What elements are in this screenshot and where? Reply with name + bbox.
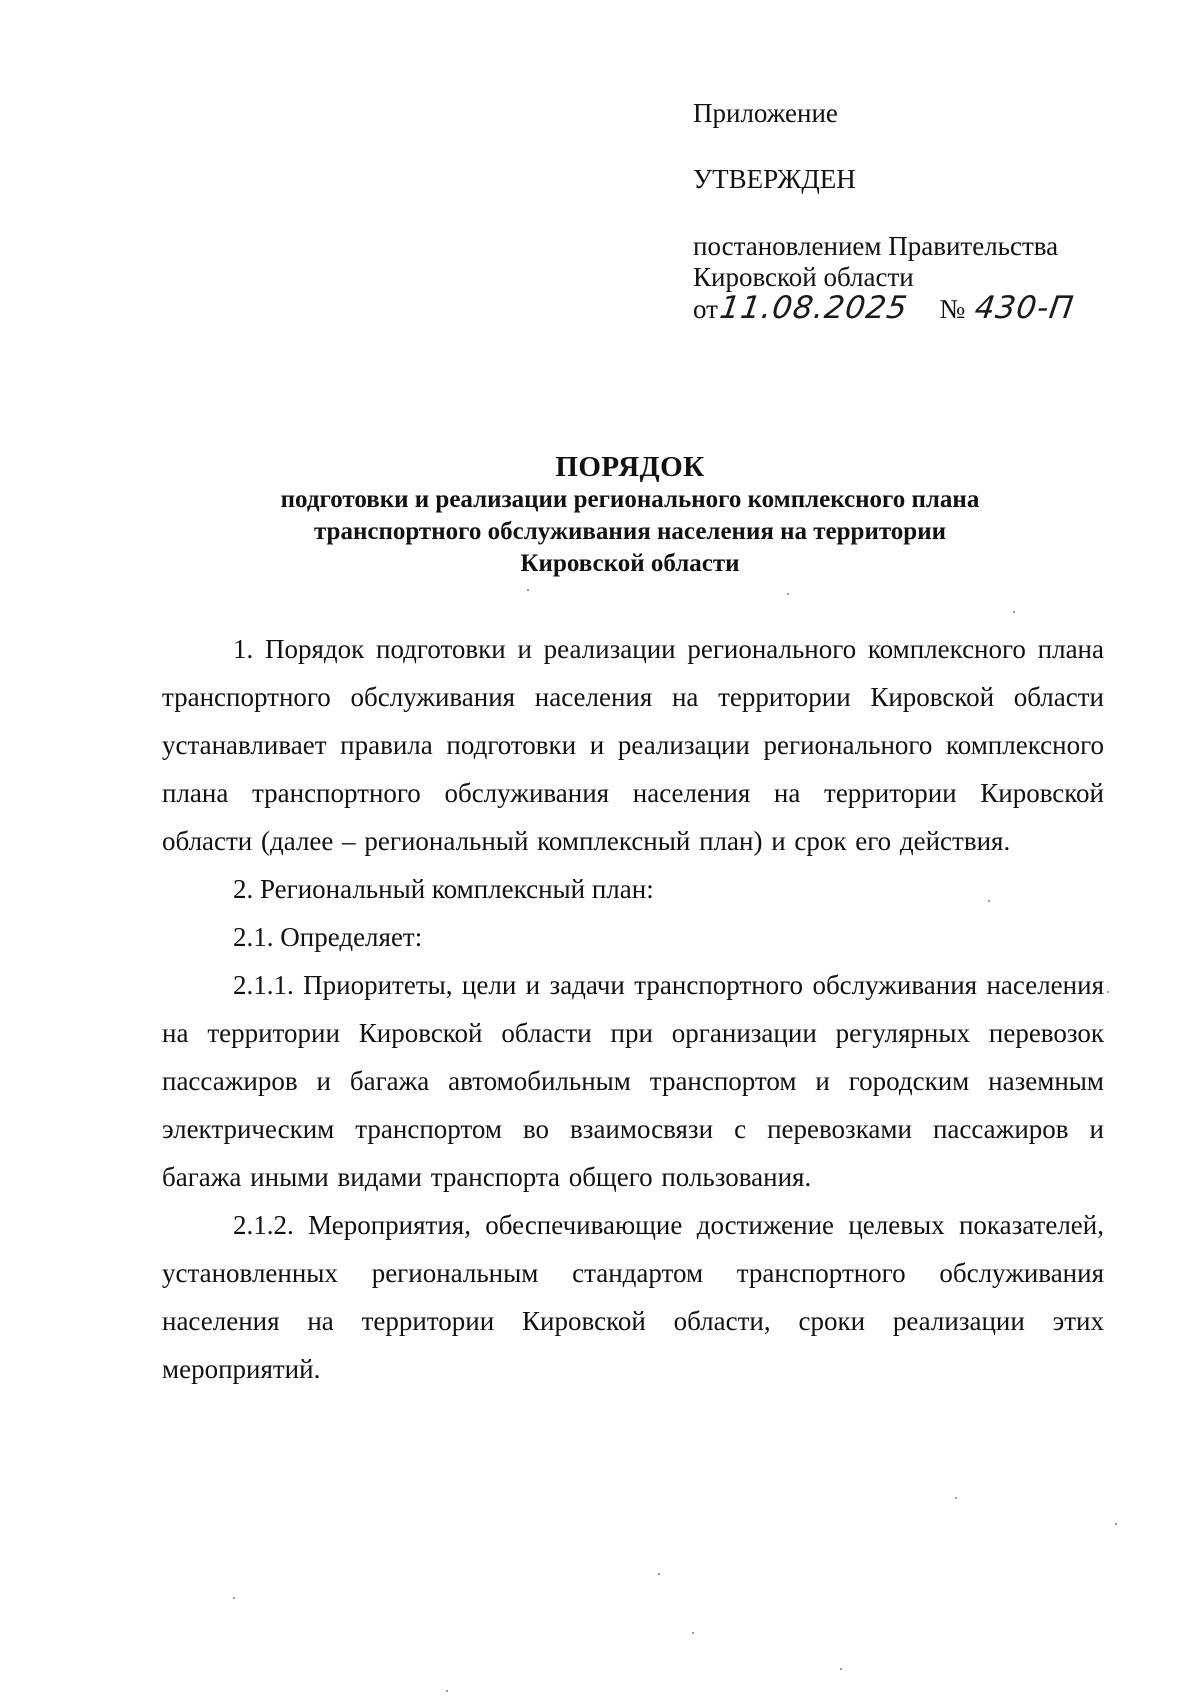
title-line-1: подготовки и реализации регионального комплексного плана [280,486,980,513]
region-line: Кировской области [693,262,914,292]
decree-line: постановлением Правительства [693,231,1059,261]
scan-speck [988,900,990,902]
paragraph-2-1-2: 2.1.2. Мероприятия, обеспечивающие достижение целевых показателей, установленных региональным стандартом транспортного обслуживания населения на территории Кировской области, сроки реализации этих мероприятий. [162,1210,1104,1384]
date-number-line [693,290,1077,326]
scan-speck [233,1597,235,1599]
scan-speck [692,1632,694,1634]
scan-speck [1107,991,1109,993]
document-body [162,625,1104,1393]
handwritten-date: 11.08.2025 [717,290,911,326]
number-sign: № [939,294,966,324]
title-line-3: Кировской области [520,550,740,577]
paragraph-2: 2. Региональный комплексный план: [233,874,654,904]
scan-speck [658,1573,660,1575]
scan-speck [787,593,789,595]
paragraph-2-1: 2.1. Определяет: [233,922,423,952]
title-line-2: транспортного обслуживания населения на территории [313,518,947,545]
scan-speck [840,1668,842,1670]
approved-label: УТВЕРЖДЕН [693,164,856,194]
title-main: ПОРЯДОК [555,451,705,483]
paragraph-1: 1. Порядок подготовки и реализации регионального комплексного плана транспортного обслуживания населения на территории Кировской области устанавливает правила подготовки и реализации регионального комплексного плана транспортного обслуживания населения на территории Кировской области (далее – региональный комплексный план) и срок его действия. [162,634,1104,856]
appendix-label: Приложение [693,98,838,128]
scan-speck [955,1497,957,1499]
scan-speck [446,1690,448,1692]
scan-speck [1013,611,1015,613]
scan-speck [1115,1523,1117,1525]
document-title [150,450,1110,580]
paragraph-2-1-1: 2.1.1. Приоритеты, цели и задачи транспортного обслуживания населения на территории Кировской области при организации регулярных перевозок пассажиров и багажа автомобильным транспортом и городским наземным электрическим транспортом во взаимосвязи с перевозками пассажиров и багажа иными видами транспорта общего пользования. [162,970,1104,1192]
date-prefix: от [693,294,718,324]
handwritten-number: 430-П [972,290,1077,326]
scan-speck [527,589,529,591]
